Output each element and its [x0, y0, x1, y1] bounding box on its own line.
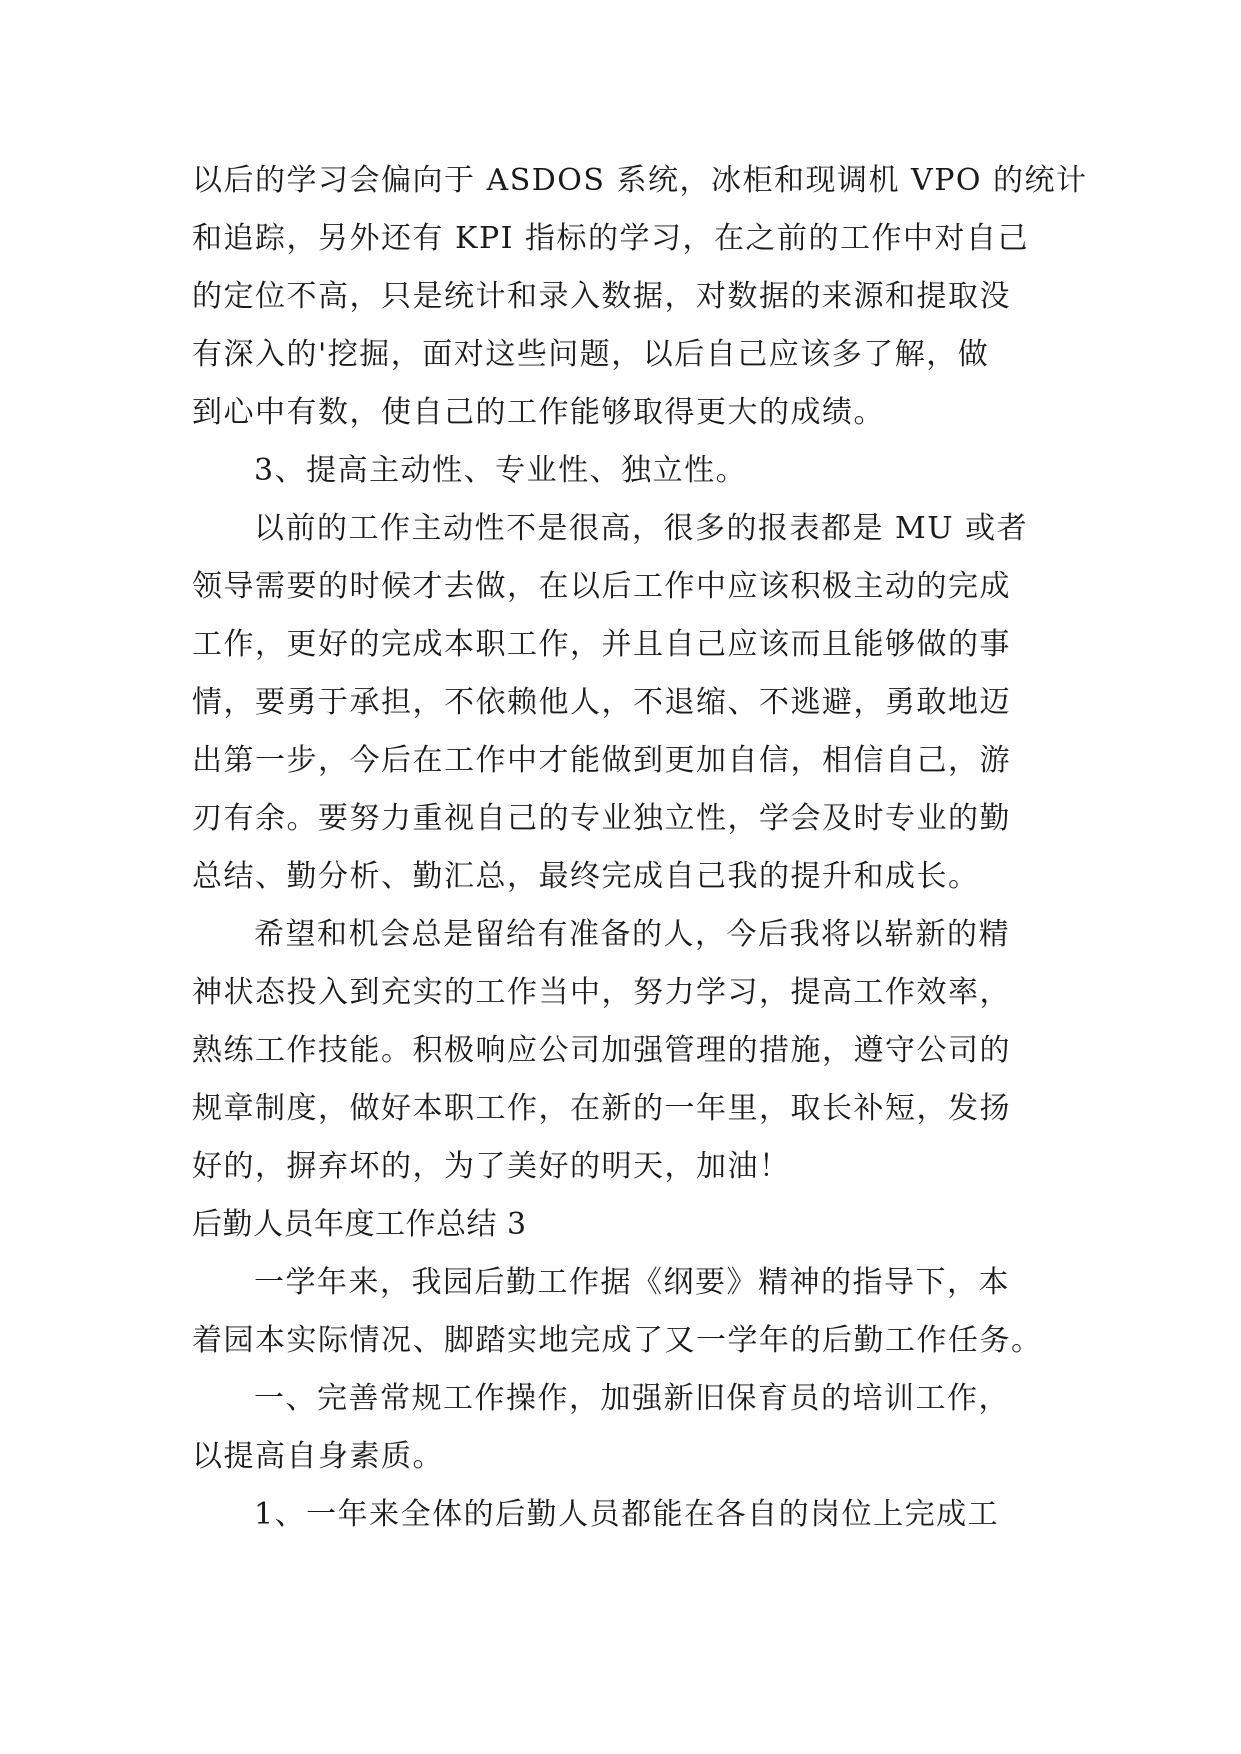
paragraph-line: 着园本实际情况、脚踏实地完成了又一学年的后勤工作任务。 — [192, 1323, 1043, 1358]
paragraph-line: 情，要勇于承担，不依赖他人，不退缩、不逃避，勇敢地迈 — [192, 685, 1011, 720]
paragraph-line: 的定位不高，只是统计和录入数据，对数据的来源和提取没 — [192, 279, 1011, 314]
paragraph-line: 和追踪，另外还有 KPI 指标的学习，在之前的工作中对自己 — [192, 221, 1030, 256]
paragraph-line: 1、一年来全体的后勤人员都能在各自的岗位上完成工 — [254, 1497, 1000, 1532]
paragraph-line: 工作，更好的完成本职工作，并且自己应该而且能够做的事 — [192, 627, 1011, 662]
paragraph-line: 有深入的'挖掘，面对这些问题，以后自己应该多了解，做 — [192, 337, 990, 372]
section-subheading: 一、完善常规工作操作，加强新旧保育员的培训工作， — [254, 1381, 1010, 1416]
paragraph-line: 出第一步，今后在工作中才能做到更加自信，相信自己，游 — [192, 743, 1011, 778]
paragraph-line: 以提高自身素质。 — [192, 1439, 444, 1474]
paragraph-line: 好的，摒弃坏的，为了美好的明天，加油！ — [192, 1149, 791, 1184]
paragraph-line: 以后的学习会偏向于 ASDOS 系统，冰柜和现调机 VPO 的统计 — [192, 163, 1088, 198]
section-subheading: 3、提高主动性、专业性、独立性。 — [254, 453, 748, 488]
paragraph-line: 熟练工作技能。积极响应公司加强管理的措施，遵守公司的 — [192, 1033, 1011, 1068]
paragraph-line: 以前的工作主动性不是很高，很多的报表都是 MU 或者 — [254, 511, 1029, 546]
paragraph-line: 规章制度，做好本职工作，在新的一年里，取长补短，发扬 — [192, 1091, 1011, 1126]
paragraph-line: 神状态投入到充实的工作当中，努力学习，提高工作效率， — [192, 975, 1011, 1010]
paragraph-line: 领导需要的时候才去做，在以后工作中应该积极主动的完成 — [192, 569, 1011, 604]
document-heading: 后勤人员年度工作总结 3 — [192, 1207, 527, 1242]
paragraph-line: 刃有余。要努力重视自己的专业独立性，学会及时专业的勤 — [192, 801, 1011, 836]
paragraph-line: 希望和机会总是留给有准备的人，今后我将以崭新的精 — [254, 917, 1010, 952]
document-body — [192, 152, 1088, 1544]
paragraph-line: 到心中有数，使自己的工作能够取得更大的成绩。 — [192, 395, 885, 430]
paragraph-line: 一学年来，我园后勤工作据《纲要》精神的指导下，本 — [254, 1265, 1010, 1300]
paragraph-line: 总结、勤分析、勤汇总，最终完成自己我的提升和成长。 — [192, 859, 980, 894]
